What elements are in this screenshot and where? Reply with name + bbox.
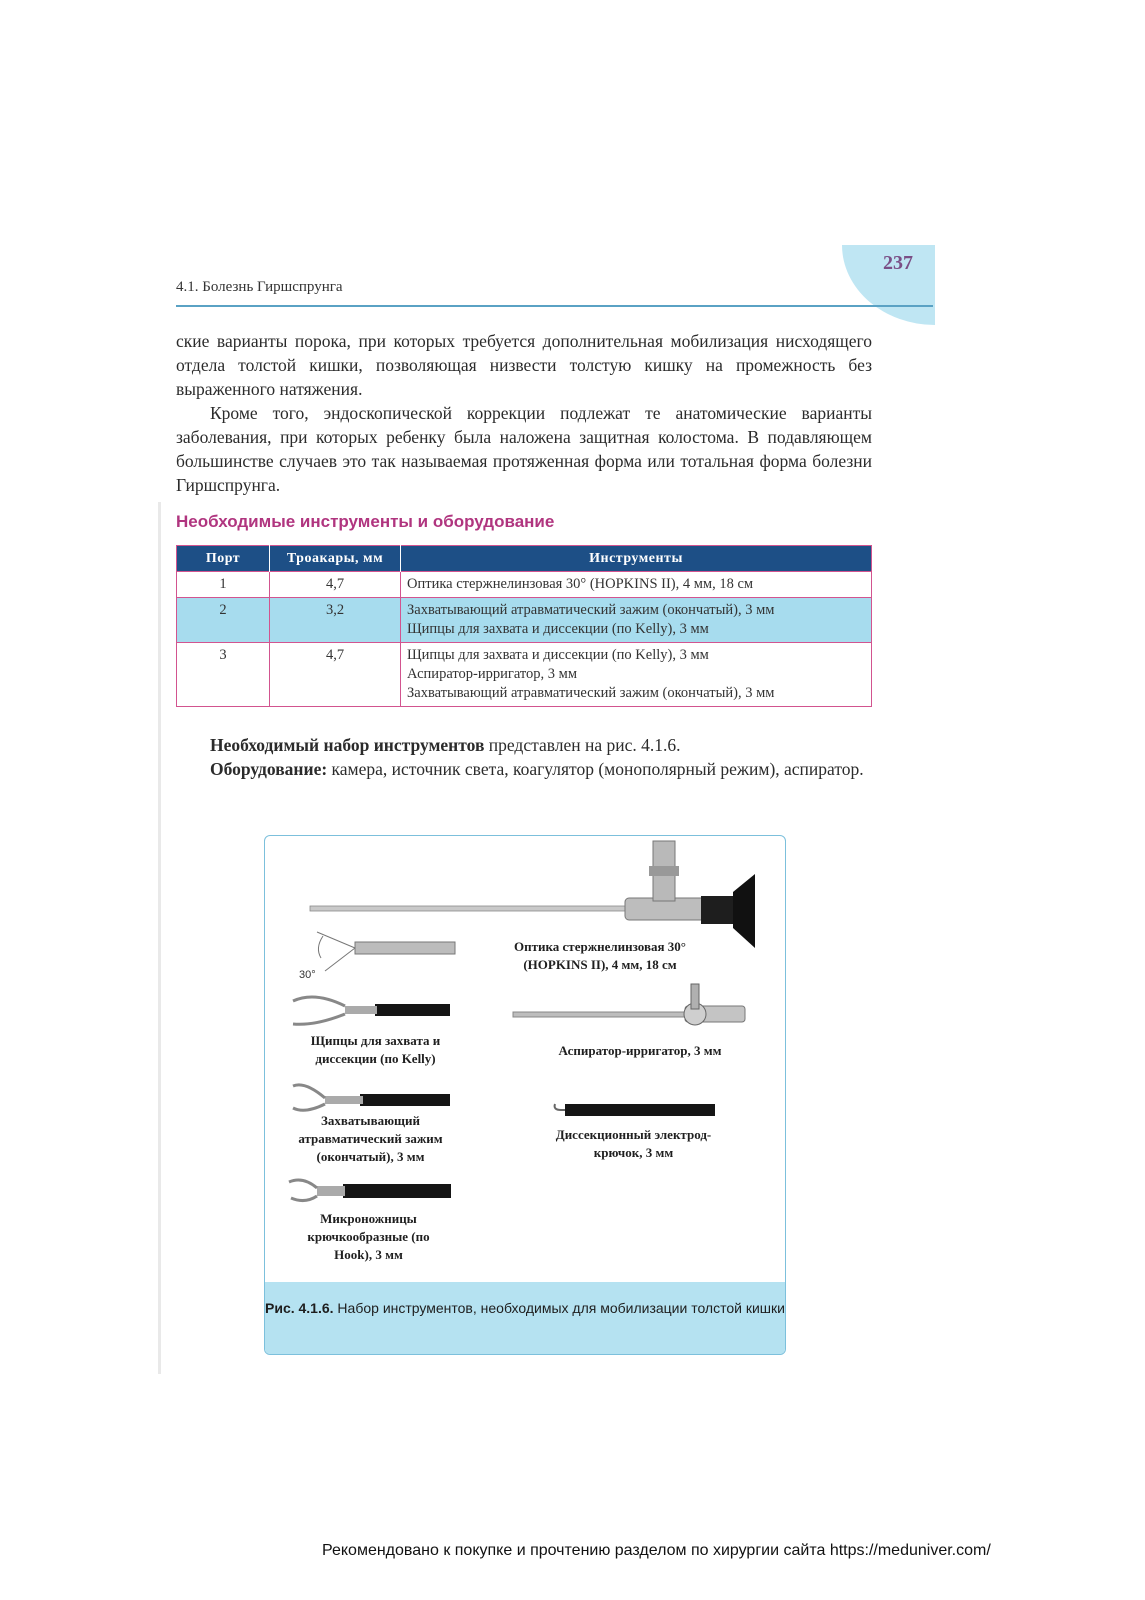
cell-trocar: 3,2 bbox=[270, 598, 401, 643]
instrument-set-rest: представлен на рис. 4.1.6. bbox=[484, 735, 681, 755]
equipment-text bbox=[176, 733, 872, 781]
header-port: Порт bbox=[177, 546, 270, 572]
instrument-line: Оптика стержнелинзовая 30° (HOPKINS II), 4 мм, 18 см bbox=[407, 576, 754, 592]
label-grasper: Захватывающий атравматический зажим (окончатый), 3 мм bbox=[298, 1113, 443, 1164]
caption-number: Рис. 4.1.6. bbox=[265, 1300, 334, 1316]
section-title: Необходимые инструменты и оборудование bbox=[176, 512, 555, 531]
header-rule bbox=[176, 305, 933, 307]
table-row bbox=[177, 572, 872, 598]
cell-instruments bbox=[401, 643, 872, 707]
instrument-line: Аспиратор-ирригатор, 3 мм bbox=[407, 666, 577, 682]
caption-band bbox=[265, 1282, 785, 1354]
page-number: 237 bbox=[883, 252, 913, 274]
header-instruments: Инструменты bbox=[401, 546, 872, 572]
label-hook-scissors: Микроножницы крючкообразные (по Hook), 3 мм bbox=[307, 1211, 430, 1262]
cell-trocar: 4,7 bbox=[270, 643, 401, 707]
cell-port: 1 bbox=[177, 572, 270, 598]
hook-scissors-image bbox=[289, 1180, 451, 1201]
cell-port: 3 bbox=[177, 643, 270, 707]
optic-tip-image bbox=[317, 932, 455, 971]
cell-trocar: 4,7 bbox=[270, 572, 401, 598]
label-hook-electrode: Диссекционный электрод-крючок, 3 мм bbox=[555, 1127, 712, 1160]
table-header-row bbox=[177, 546, 872, 572]
intro-text bbox=[176, 329, 872, 497]
endoscope-optic-image bbox=[310, 841, 755, 948]
caption-text: Набор инструментов, необходимых для мобилизации толстой кишки bbox=[333, 1300, 785, 1316]
page-edge bbox=[158, 502, 161, 1374]
instrument-set-paragraph bbox=[176, 733, 872, 757]
cell-instruments bbox=[401, 572, 872, 598]
figure-caption bbox=[265, 1298, 785, 1318]
label-aspirator: Аспиратор-ирригатор, 3 мм bbox=[558, 1043, 722, 1058]
equipment-rest: камера, источник света, коагулятор (монополярный режим), аспиратор. bbox=[327, 759, 864, 779]
instrument-line: Щипцы для захвата и диссекции (по Kelly), 3 мм bbox=[407, 621, 709, 637]
label-kelly-forceps: Щипцы для захвата и диссекции (по Kelly) bbox=[310, 1033, 441, 1066]
instrument-line: Захватывающий атравматический зажим (окончатый), 3 мм bbox=[407, 602, 775, 618]
equipment-bold: Оборудование: bbox=[210, 759, 328, 779]
kelly-forceps-image bbox=[293, 997, 450, 1024]
cell-port: 2 bbox=[177, 598, 270, 643]
intro-paragraph-1: ские варианты порока, при которых требуется дополнительная мобилизация нисходящего отдела толстой кишки, позволяющая низвести толстую кишку на промежность без выраженного натяжения. bbox=[176, 331, 872, 399]
table-row bbox=[177, 643, 872, 707]
footer-recommendation: Рекомендовано к покупке и прочтению разделом по хирургии сайта https://meduniver.com/ bbox=[322, 1542, 991, 1559]
instrument-set-bold: Необходимый набор инструментов bbox=[210, 735, 485, 755]
running-head: 4.1. Болезнь Гиршспрунга bbox=[176, 279, 343, 295]
intro-paragraph-2: Кроме того, эндоскопической коррекции подлежат те анатомические варианты заболевания, при которых ребенку была наложена защитная колостома. В подавляющем большинстве случаев это так называемая протяженная форма или тотальная форма болезни Гиршспрунга. bbox=[176, 403, 872, 495]
equipment-paragraph bbox=[176, 757, 872, 781]
grasper-image bbox=[293, 1085, 450, 1110]
instrument-line: Щипцы для захвата и диссекции (по Kelly), 3 мм bbox=[407, 647, 709, 663]
hook-electrode-image bbox=[555, 1104, 715, 1116]
instruments-table bbox=[176, 545, 872, 707]
table-row bbox=[177, 598, 872, 643]
angle-label: 30° bbox=[299, 969, 316, 981]
figure-instruments bbox=[264, 835, 786, 1355]
instrument-line: Захватывающий атравматический зажим (окончатый), 3 мм bbox=[407, 685, 775, 701]
aspirator-irrigator-image bbox=[513, 984, 745, 1025]
header-trocars: Троакары, мм bbox=[270, 546, 401, 572]
label-optics: Оптика стержнелинзовая 30° (HOPKINS II), 4 мм, 18 см bbox=[514, 939, 686, 972]
cell-instruments bbox=[401, 598, 872, 643]
